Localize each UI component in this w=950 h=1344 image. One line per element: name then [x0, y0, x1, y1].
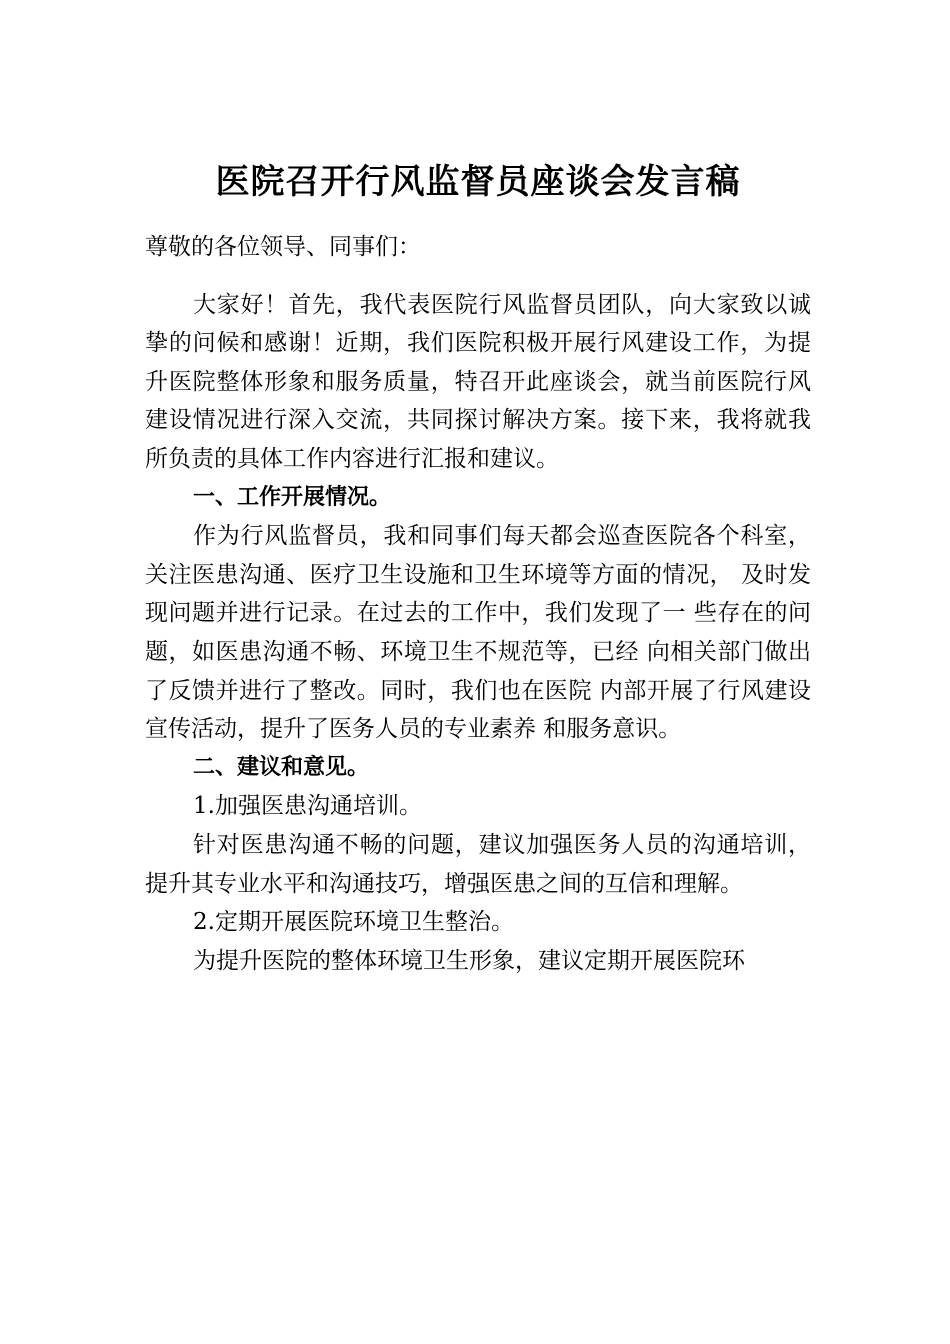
document-title: 医院召开行风监督员座谈会发言稿 [215, 162, 741, 202]
intro-paragraph: 大家好！首先，我代表医院行风监督员团队，向大家致以诚挚的问候和感谢！近期，我们医院积极开展行风建设工作，为提升医院整体形象和服务质量，特召开此座谈会，就当前医院行风建设情况进行深入交流，共同探讨解决方案。接下来，我将就我所负责的具体工作内容进行汇报和建议。 [145, 291, 811, 472]
suggestion-2-title: 2.定期开展医院环境卫生整治。 [193, 909, 514, 936]
section-heading-suggestions: 二、建议和意见。 [193, 754, 370, 780]
suggestion-1-paragraph: 针对医患沟通不畅的问题，建议加强医务人员的沟通培训，提升其专业水平和沟通技巧，增强医患之间的互信和理解。 [145, 831, 811, 897]
suggestion-2-paragraph: 为提升医院的整体环境卫生形象，建议定期开展医院环 [193, 947, 745, 974]
section-work-paragraph: 作为行风监督员，我和同事们每天都会巡查医院各个科室，关注医患沟通、医疗卫生设施和卫生环境等方面的情况， 及时发现问题并进行记录。在过去的工作中，我们发现了一 些存在的问题，如医患沟通不畅、环境卫生不规范等，已经 向相关部门做出了反馈并进行了整改。同时，我们也在医院 内部开展了行风建设宣传活动，提升了医务人员的专业素养 和服务意识。 [145, 523, 811, 743]
salutation: 尊敬的各位领导、同事们： [145, 234, 421, 260]
suggestion-1-title: 1.加强医患沟通培训。 [193, 793, 422, 820]
section-heading-work: 一、工作开展情况。 [193, 484, 392, 510]
document-body [145, 228, 811, 980]
